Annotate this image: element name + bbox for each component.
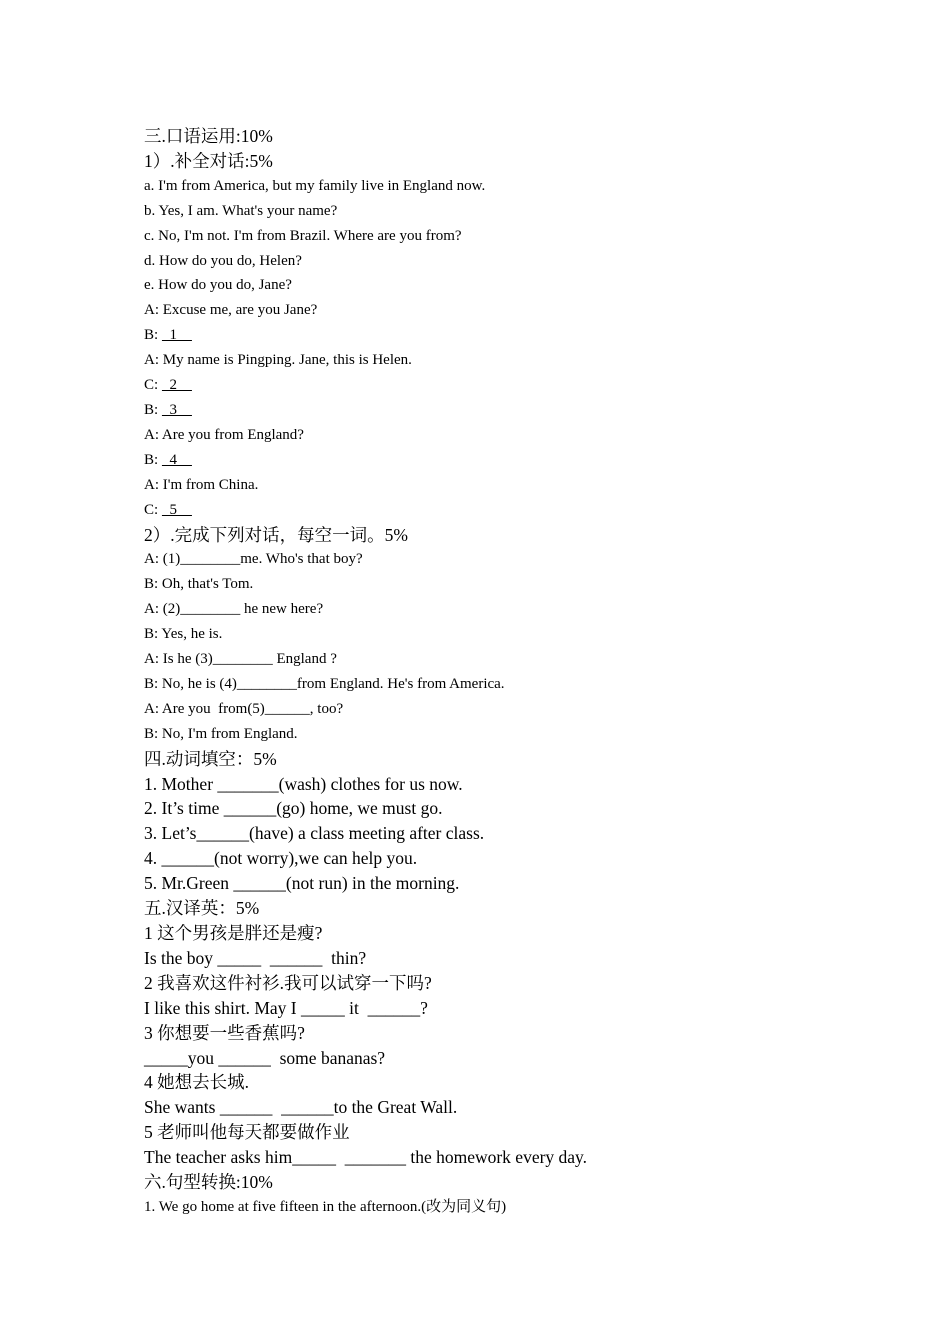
section-3-part-2-title: 2）.完成下列对话，每空一词。5%	[144, 524, 408, 545]
dialog-speaker: C:	[144, 377, 162, 394]
dialog2-line-2: B: Oh, that's Tom.	[144, 576, 254, 593]
dialog-text: A: Are you from England?	[144, 426, 304, 443]
dialog-line-9	[144, 498, 904, 523]
dialog-line-4	[144, 373, 904, 398]
dialog-text: A: Excuse me, are you Jane?	[144, 302, 318, 319]
translate-en-2: I like this shirt. May I _____ it ______?	[144, 997, 428, 1018]
answer-blank-4[interactable]: 4	[161, 451, 192, 468]
answer-blank-5[interactable]: 5	[161, 501, 192, 518]
dialog-speaker: B:	[144, 451, 162, 468]
translate-en-5: The teacher asks him_____ _______ the homework every day.	[144, 1147, 588, 1168]
option-c: c. No, I'm not. I'm from Brazil. Where are you from?	[144, 227, 462, 244]
translate-cn-5: 5 老师叫他每天都要做作业	[144, 1122, 350, 1143]
dialog2-line-1: A: (1)________me. Who's that boy?	[144, 551, 363, 568]
translate-cn-3: 3 你想要一些香蕉吗?	[144, 1022, 305, 1043]
translate-cn-2: 2 我喜欢这件衬衫.我可以试穿一下吗?	[144, 972, 432, 993]
dialog-speaker: C:	[144, 501, 162, 518]
worksheet-page	[144, 124, 904, 1220]
transform-item-1: 1. We go home at five fifteen in the afternoon.(改为同义句)	[144, 1198, 507, 1215]
dialog-line-8	[144, 473, 904, 498]
dialog-speaker: B:	[144, 401, 162, 418]
translate-en-3: _____you ______ some bananas?	[144, 1047, 386, 1068]
translate-cn-1: 1 这个男孩是胖还是瘦?	[144, 923, 323, 943]
dialog-speaker: B:	[144, 327, 162, 344]
answer-blank-3[interactable]: 3	[161, 401, 192, 418]
dialog2-line-3: A: (2)________ he new here?	[144, 601, 324, 618]
dialog2-line-4: B: Yes, he is.	[144, 626, 223, 643]
dialog-line-3	[144, 348, 904, 373]
option-e: e. How do you do, Jane?	[144, 277, 292, 294]
verb-item-3: 3. Let’s______(have) a class meeting after class.	[144, 823, 485, 844]
dialog-text: A: My name is Pingping. Jane, this is Helen.	[144, 352, 412, 369]
dialog2-line-6: B: No, he is (4)________from England. He's from America.	[144, 675, 505, 692]
dialog-line-7	[144, 448, 904, 473]
verb-item-4: 4. ______(not worry),we can help you.	[144, 848, 418, 869]
section-3-title: 三.口语运用:10%	[144, 126, 273, 146]
option-d: d. How do you do, Helen?	[144, 252, 302, 269]
dialog-line-2	[144, 323, 904, 348]
dialog2-line-5: A: Is he (3)________ England ?	[144, 651, 337, 668]
dialog-text: A: I'm from China.	[144, 476, 259, 493]
option-b: b. Yes, I am. What's your name?	[144, 202, 338, 219]
dialog-line-5	[144, 398, 904, 423]
section-4-title: 四.动词填空：5%	[144, 748, 277, 769]
answer-blank-2[interactable]: 2	[161, 377, 192, 394]
dialog2-line-7: A: Are you from(5)______, too?	[144, 700, 344, 717]
verb-item-2: 2. It’s time ______(go) home, we must go.	[144, 798, 443, 819]
option-a: a. I'm from America, but my family live in England now.	[144, 177, 486, 194]
dialog-line-1	[144, 298, 904, 323]
dialog-line-6	[144, 423, 904, 448]
translate-cn-4: 4 她想去长城.	[144, 1072, 249, 1093]
translate-en-4: She wants ______ ______to the Great Wall.	[144, 1097, 458, 1118]
section-5-title: 五.汉译英：5%	[144, 898, 260, 919]
dialog2-line-8: B: No, I'm from England.	[144, 725, 298, 742]
translate-en-1: Is the boy _____ ______ thin?	[144, 947, 367, 968]
verb-item-5: 5. Mr.Green ______(not run) in the morning.	[144, 873, 460, 894]
section-3-part-1-title: 1）.补全对话:5%	[144, 150, 273, 171]
section-6-title: 六.句型转换:10%	[144, 1172, 273, 1193]
verb-item-1: 1. Mother _______(wash) clothes for us now.	[144, 773, 463, 794]
answer-blank-1[interactable]: 1	[161, 327, 192, 344]
